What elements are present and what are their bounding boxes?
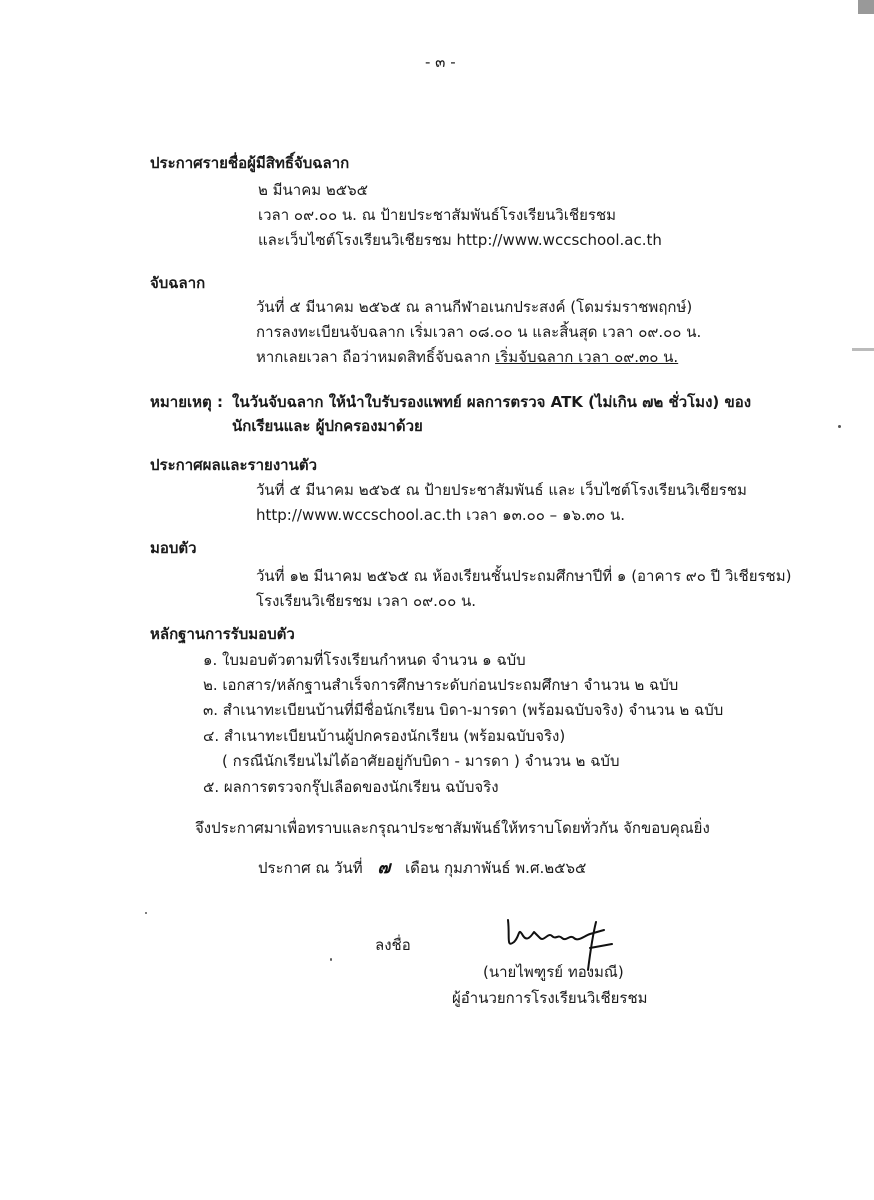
results-line-2: http://www.wccschool.ac.th เวลา ๑๓.๐๐ – ๑๖.๓๐ น. [256, 506, 625, 524]
scan-speck [838, 425, 841, 428]
evidence-item: ๕. ผลการตรวจกรุ๊ปเลือดของนักเรียน ฉบับจริง [203, 778, 499, 796]
evidence-item: ๑. ใบมอบตัวตามที่โรงเรียนกำหนด จำนวน ๑ ฉบับ [203, 651, 526, 669]
evidence-item-note: ( กรณีนักเรียนไม่ได้อาศัยอยู่กับบิดา - มารดา ) จำนวน ๒ ฉบับ [222, 752, 620, 770]
signatory-position: ผู้อำนวยการโรงเรียนวิเชียรชม [452, 989, 648, 1007]
signatory-name: (นายไพฑูรย์ ทองมณี) [483, 963, 624, 981]
draw-line-3-prefix: หากเลยเวลา ถือว่าหมดสิทธิ์จับฉลาก [256, 348, 496, 366]
draw-line-3 [256, 347, 678, 367]
scan-corner-mark [858, 0, 874, 14]
scan-speck [145, 912, 147, 914]
page-number: - ๓ - [425, 53, 456, 71]
scan-edge-mark [852, 348, 874, 351]
evidence-item: ๓. สำเนาทะเบียนบ้านที่มีชื่อนักเรียน บิดา-มารดา (พร้อมฉบับจริง) จำนวน ๒ ฉบับ [203, 701, 724, 719]
evidence-item: ๒. เอกสาร/หลักฐานสำเร็จการศึกษาระดับก่อนประถมศึกษา จำนวน ๒ ฉบับ [203, 676, 679, 694]
handover-line-2: โรงเรียนวิเชียรชม เวลา ๐๙.๐๐ น. [256, 592, 477, 610]
closing-statement: จึงประกาศมาเพื่อทราบและกรุณาประชาสัมพันธ์ให้ทราบโดยทั่วกัน จักขอบคุณยิ่ง [195, 819, 710, 837]
evidence-item: ๔. สำเนาทะเบียนบ้านผู้ปกครองนักเรียน (พร้อมฉบับจริง) [203, 727, 566, 745]
remark-line-1: ในวันจับฉลาก ให้นำใบรับรองแพทย์ ผลการตรวจ ATK (ไม่เกิน ๗๒ ชั่วโมง) ของ [232, 393, 752, 411]
results-line-1: วันที่ ๕ มีนาคม ๒๕๖๕ ณ ป้ายประชาสัมพันธ์ และ เว็บไซต์โรงเรียนวิเชียรชม [256, 481, 747, 499]
lottery-list-heading: ประกาศรายชื่อผู้มีสิทธิ์จับฉลาก [150, 154, 350, 172]
announcement-date [258, 858, 586, 878]
draw-line-2: การลงทะเบียนจับฉลาก เริ่มเวลา ๐๘.๐๐ น และสิ้นสุด เวลา ๐๙.๐๐ น. [256, 323, 702, 341]
lottery-list-time-place: เวลา ๐๙.๐๐ น. ณ ป้ายประชาสัมพันธ์โรงเรียนวิเชียรชม [258, 206, 617, 224]
remark-label: หมายเหตุ : [150, 393, 223, 411]
handover-heading: มอบตัว [150, 539, 197, 557]
draw-start-time: เริ่มจับฉลาก เวลา ๐๙.๓๐ น. [495, 348, 679, 366]
handover-line-1: วันที่ ๑๒ มีนาคม ๒๕๖๕ ณ ห้องเรียนชั้นประถมศึกษาปีที่ ๑ (อาคาร ๙๐ ปี วิเชียรชม) [256, 567, 792, 585]
lottery-list-website: และเว็บไซต์โรงเรียนวิเชียรชม http://www.wccschool.ac.th [258, 231, 662, 249]
evidence-heading: หลักฐานการรับมอบตัว [150, 625, 295, 643]
scan-speck [330, 958, 332, 961]
results-heading: ประกาศผลและรายงานตัว [150, 456, 317, 474]
lottery-list-date: ๒ มีนาคม ๒๕๖๕ [258, 181, 369, 199]
draw-line-1: วันที่ ๕ มีนาคม ๒๕๖๕ ณ ลานกีฬาอเนกประสงค์ (โดมร่มราชพฤกษ์) [256, 298, 693, 316]
signature-label: ลงชื่อ [375, 936, 411, 954]
announcement-prefix: ประกาศ ณ วันที่ [258, 859, 363, 877]
remark-line-2: นักเรียนและ ผู้ปกครองมาด้วย [232, 417, 423, 435]
draw-heading: จับฉลาก [150, 274, 206, 292]
handwritten-day: ๗ [377, 858, 391, 878]
announcement-rest: เดือน กุมภาพันธ์ พ.ศ.๒๕๖๕ [405, 859, 587, 877]
